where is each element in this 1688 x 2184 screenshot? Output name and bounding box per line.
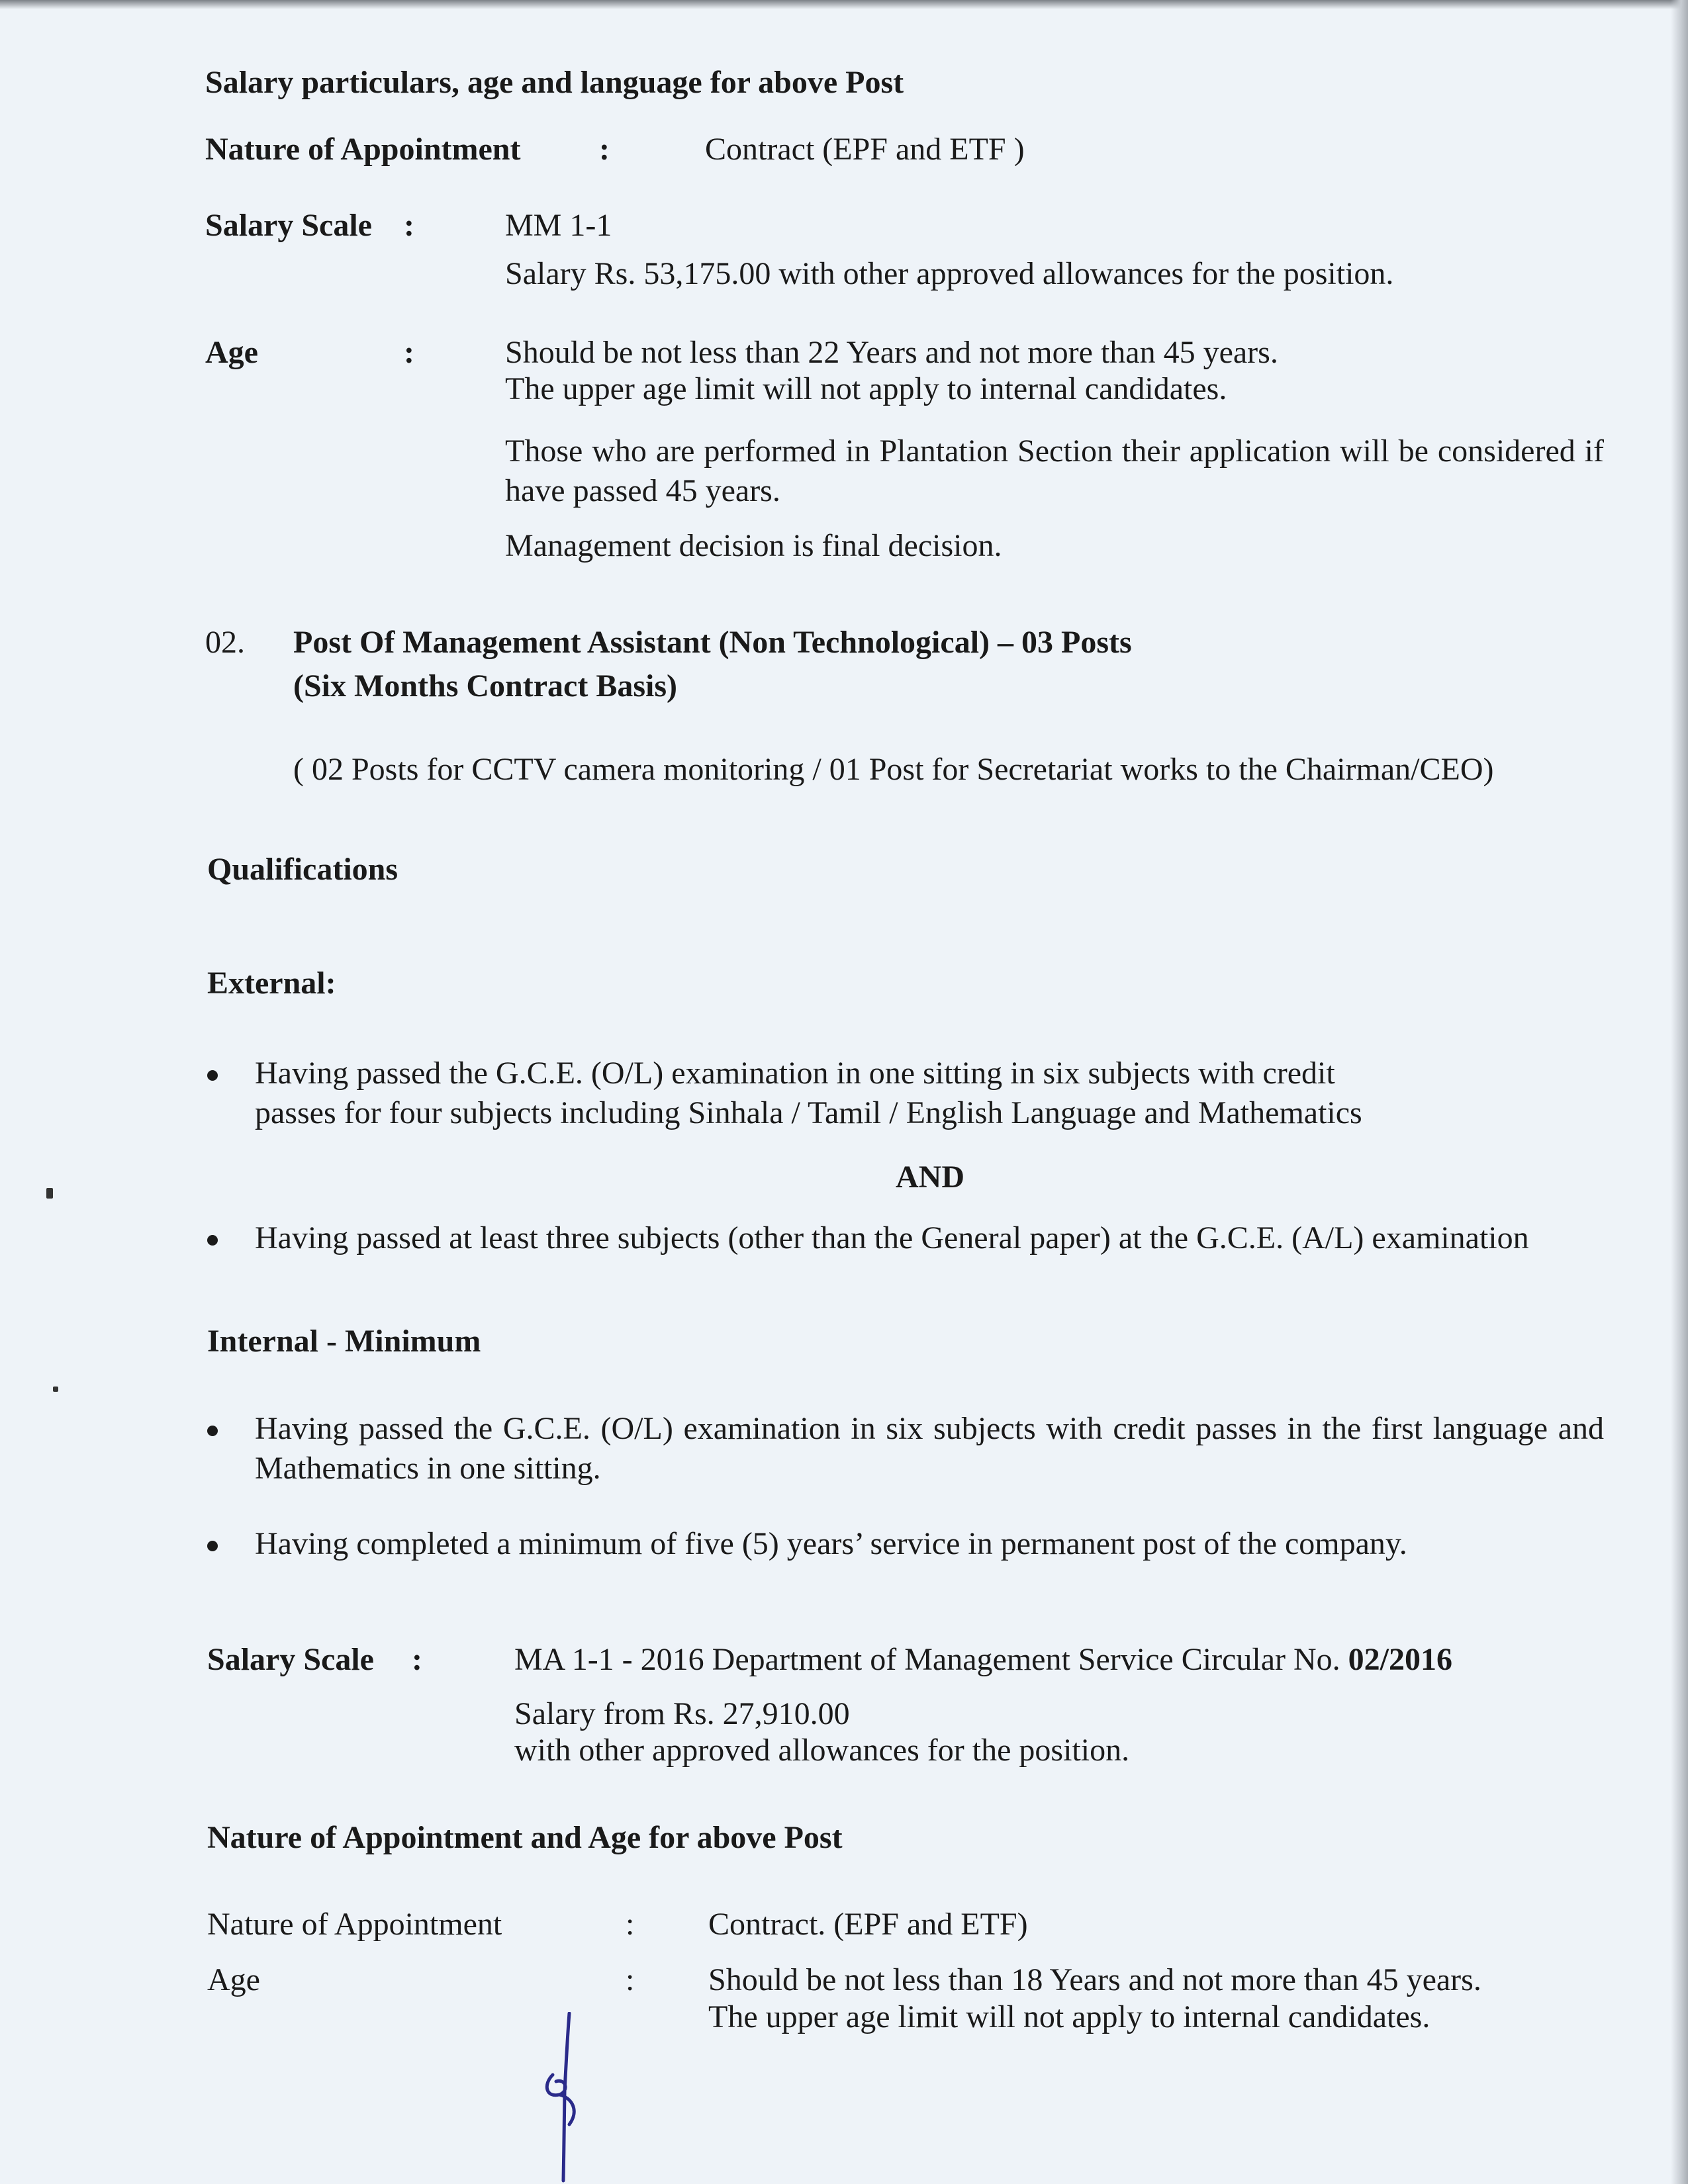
external-item-2: Having passed at least three subjects (other than the General paper) at the G.C.E. (A/L) examination [255, 1220, 1529, 1255]
nature-2-label: Nature of Appointment [207, 1907, 502, 1942]
salary-scale-colon: : [404, 208, 414, 243]
salary-scale-2-code [514, 1640, 1452, 1680]
post-number: 02. [205, 625, 245, 660]
salary-detail: Salary Rs. 53,175.00 with other approved allowances for the position. [505, 256, 1394, 291]
scan-right-edge [1671, 0, 1688, 2184]
bullet-icon [207, 1235, 218, 1246]
nature-2-colon: : [626, 1907, 635, 1942]
circular-number: 02/2016 [1348, 1642, 1452, 1677]
age-2-line-2: The upper age limit will not apply to internal candidates. [708, 1999, 1430, 2034]
scan-speck [53, 1387, 58, 1392]
age-2-colon: : [626, 1962, 635, 1997]
bullet-icon [207, 1070, 218, 1081]
salary-from: Salary from Rs. 27,910.00 [514, 1696, 850, 1731]
salary-scale-2-text: MA 1-1 - 2016 Department of Management Service Circular No. [514, 1642, 1348, 1677]
salary-scale-label: Salary Scale [205, 208, 372, 243]
internal-item-1: Having passed the G.C.E. (O/L) examination in six subjects with credit passes in the first language and Mathematics in one sitting. [255, 1411, 1604, 1486]
age-label: Age [205, 335, 258, 370]
signature-mark [533, 2012, 592, 2184]
section1-heading: Salary particulars, age and language for above Post [205, 65, 904, 100]
age-line-2: The upper age limit will not apply to internal candidates. [505, 371, 1227, 406]
salary-scale-2-label: Salary Scale [207, 1642, 374, 1677]
internal-heading: Internal - Minimum [207, 1324, 481, 1359]
salary-scale-code: MM 1-1 [505, 208, 612, 243]
qualifications-heading: Qualifications [207, 852, 399, 887]
nature-value: Contract (EPF and ETF ) [705, 132, 1025, 167]
post-title: Post Of Management Assistant (Non Technological) – 03 Posts [293, 625, 1132, 660]
age-colon: : [404, 335, 414, 370]
salary-allowances: with other approved allowances for the position. [514, 1733, 1130, 1768]
nature-label: Nature of Appointment [205, 132, 521, 167]
management-decision: Management decision is final decision. [505, 528, 1002, 563]
salary-scale-2-colon: : [412, 1642, 422, 1677]
nature-2-value: Contract. (EPF and ETF) [708, 1907, 1028, 1942]
external-heading: External: [207, 966, 336, 1001]
scan-speck [46, 1188, 53, 1199]
age-2-label: Age [207, 1962, 260, 1997]
scan-top-edge [0, 0, 1688, 9]
section2-heading: Nature of Appointment and Age for above Post [207, 1820, 843, 1855]
post-note: ( 02 Posts for CCTV camera monitoring / 01 Post for Secretariat works to the Chairman/CEO) [293, 752, 1494, 787]
external-item-1: Having passed the G.C.E. (O/L) examination in one sitting in six subjects with credit passes for four subjects including Sinhala / Tamil / English Language and Mathematics [255, 1056, 1362, 1130]
bullet-icon [207, 1541, 218, 1551]
plantation-note: Those who are performed in Plantation Section their application will be considered if have passed 45 years. [505, 433, 1604, 508]
bullet-icon [207, 1426, 218, 1436]
age-2-line-1: Should be not less than 18 Years and not more than 45 years. [708, 1962, 1481, 1997]
internal-item-2: Having completed a minimum of five (5) years’ service in permanent post of the company. [255, 1526, 1407, 1561]
nature-colon: : [599, 132, 610, 167]
post-subtitle: (Six Months Contract Basis) [293, 668, 678, 704]
age-line-1: Should be not less than 22 Years and not more than 45 years. [505, 335, 1278, 370]
and-label: AND [896, 1160, 964, 1195]
